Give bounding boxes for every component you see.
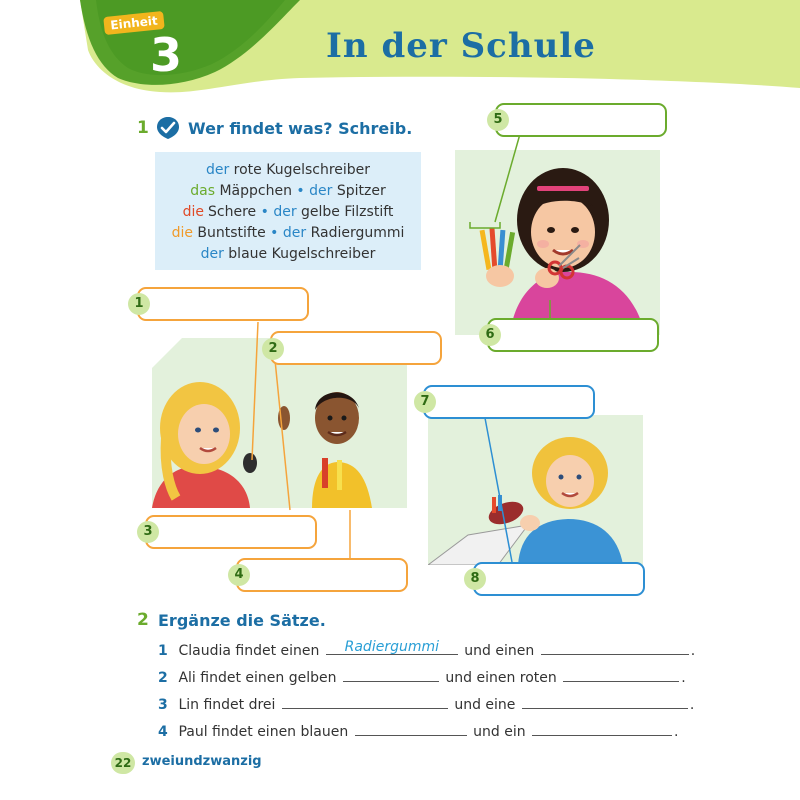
article: die [182,204,204,220]
answer-box-8[interactable] [473,562,645,596]
answer-badge-5: 5 [487,109,509,131]
separator-dot: • [270,225,279,241]
answer-badge-7: 7 [414,391,436,413]
filled-answer: Radiergummi [344,639,440,655]
page-number: 22 [111,752,135,774]
sentence-text: Ali findet einen gelben [178,670,337,686]
answer-badge-4: 4 [228,564,250,586]
word: Buntstifte [197,225,266,241]
answer-box-3[interactable] [145,515,317,549]
answer-blank[interactable] [326,640,458,655]
exercise-2-number: 2 [137,610,149,630]
answer-badge-2: 2 [262,338,284,360]
article: der [200,246,224,262]
sentence-end: . [674,724,679,740]
unit-label: Einheit [103,11,165,35]
sentence-end: . [681,670,686,686]
sentence-2 [158,667,686,687]
sentence-number: 1 [158,643,168,659]
answer-blank[interactable] [355,721,467,736]
answer-box-5[interactable] [495,103,667,137]
sentence-number: 3 [158,697,168,713]
sentence-text: und einen [464,643,535,659]
article: der [309,183,333,199]
answer-blank[interactable] [541,640,689,655]
answer-badge-6: 6 [479,324,501,346]
sentence-number: 2 [158,670,168,686]
word: rote Kugelschreiber [233,162,371,178]
exercise-1-number: 1 [137,118,149,138]
answer-badge-1: 1 [128,293,150,315]
sentence-3 [158,694,694,714]
article: der [282,225,307,241]
answer-box-4[interactable] [236,558,408,592]
word: blaue Kugelschreiber [228,246,376,262]
answer-blank[interactable] [343,667,439,682]
answer-box-1[interactable] [137,287,309,321]
article: der [205,162,230,178]
exercise-2-title: Ergänze die Sätze. [158,611,326,630]
article: das [190,183,216,199]
word: Schere [208,204,257,220]
answer-badge-8: 8 [464,568,486,590]
answer-box-7[interactable] [423,385,595,419]
sentence-text: Paul findet einen blauen [178,724,349,740]
word: Mäppchen [219,183,292,199]
word: Radiergummi [310,225,405,241]
unit-number: 3 [150,28,183,82]
answer-blank[interactable] [282,694,448,709]
sentence-text: und einen roten [445,670,557,686]
sentence-text: Lin findet drei [178,697,276,713]
answer-blank[interactable] [563,667,679,682]
sentence-text: und ein [473,724,526,740]
answer-box-6[interactable] [487,318,659,352]
sentence-text: und eine [454,697,516,713]
word: Spitzer [336,183,386,199]
page-title: In der Schule [326,26,596,66]
answer-box-2[interactable] [270,331,442,365]
page-number-word: zweiundzwanzig [142,754,262,769]
separator-dot: • [296,183,305,199]
article: der [273,204,297,220]
article: die [171,225,193,241]
sentence-4 [158,721,679,741]
sentence-end: . [689,697,695,713]
sentence-end: . [690,643,696,659]
answer-badge-3: 3 [137,521,159,543]
sentence-1 [158,640,695,660]
sentence-text: Claudia findet einen [178,643,320,659]
answer-blank[interactable] [522,694,688,709]
exercise-1-title: Wer findet was? Schreib. [188,119,413,138]
sentence-number: 4 [158,724,168,740]
answer-blank[interactable] [532,721,672,736]
word: gelbe Filzstift [301,204,394,220]
separator-dot: • [260,204,269,220]
